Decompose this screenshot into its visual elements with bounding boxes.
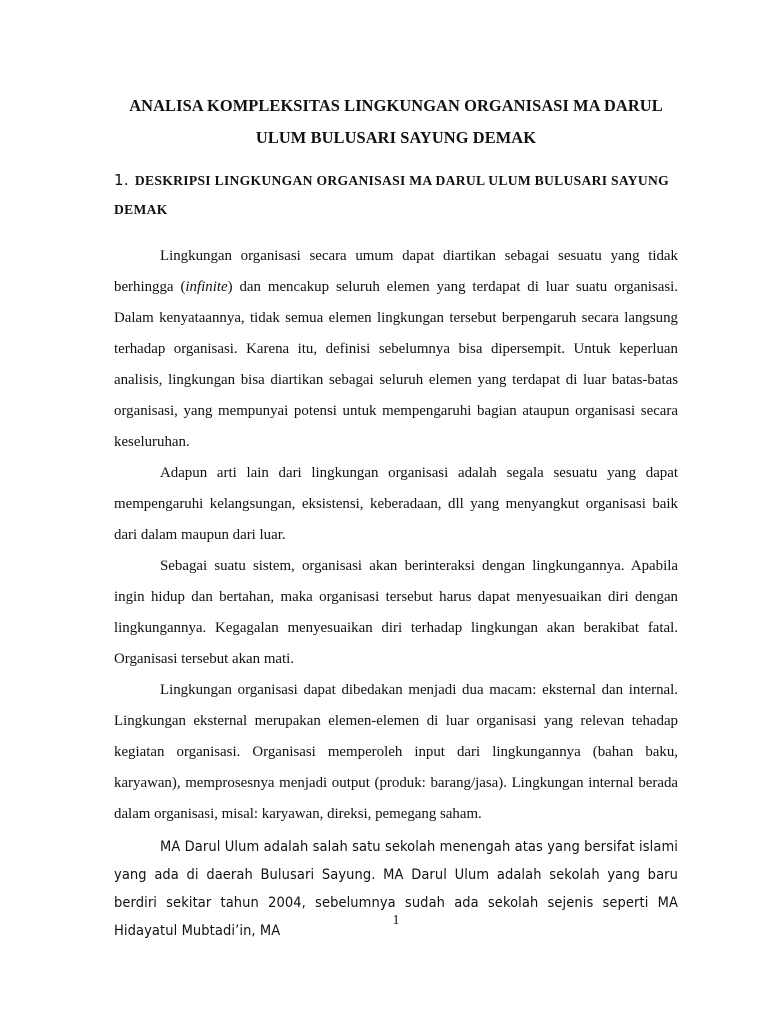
paragraph-1-text-end: ) dan mencakup seluruh elemen yang terdapat di luar suatu organisasi. Dalam kenyataannya, tidak semua elemen lingkungan tersebut berpengaruh secara langsung terhadap organisasi. Karena itu, definisi sebelumnya bisa dipersempit. Untuk keperluan analisis, lingkungan bisa diartikan sebagai seluruh elemen yang terdapat di luar batas-batas organisasi, yang mempunyai potensi untuk mempengaruhi bagian ataupun organisasi secara keseluruhan. bbox=[114, 279, 678, 450]
section-number: 1. bbox=[114, 171, 129, 189]
paragraph-5: MA Darul Ulum adalah salah satu sekolah menengah atas yang bersifat islami yang ada di daerah Bulusari Sayung. MA Darul Ulum adalah sekolah yang baru berdiri sekitar tahun 2004, sebelumnya sudah ada sekolah sejenis seperti MA Hidayatul Mubtadi’in, MA bbox=[114, 839, 678, 939]
paragraph-1 bbox=[114, 241, 678, 458]
paragraph-4: Lingkungan organisasi dapat dibedakan menjadi dua macam: eksternal dan internal. Lingkungan eksternal merupakan elemen-elemen di luar organisasi yang relevan tehadap kegiatan organisasi. Organisasi memperoleh input dari lingkungannya (bahan baku, karyawan), memprosesnya menjadi output (produk: barang/jasa). Lingkungan internal berada dalam organisasi, misal: karyawan, direksi, pemegang saham. bbox=[114, 682, 678, 822]
section-heading bbox=[114, 154, 678, 224]
paragraph-1-italic-term: infinite bbox=[185, 279, 228, 295]
paragraph-1-text-start: Lingkungan organisasi secara umum dapat diartikan sebagai sesuatu yang tidak berhingga ( bbox=[114, 248, 678, 295]
body-text bbox=[114, 241, 678, 945]
section-heading-text: DESKRIPSI LINGKUNGAN ORGANISASI MA DARUL ULUM BULUSARI SAYUNG DEMAK bbox=[114, 173, 669, 217]
document-title: ANALISA KOMPLEKSITAS LINGKUNGAN ORGANISASI MA DARUL ULUM BULUSARI SAYUNG DEMAK bbox=[129, 96, 663, 147]
page-number: 1 bbox=[392, 913, 400, 928]
document-page bbox=[114, 0, 678, 1024]
paragraph-3: Sebagai suatu sistem, organisasi akan berinteraksi dengan lingkungannya. Apabila ingin hidup dan bertahan, maka organisasi tersebut harus dapat menyesuaikan diri dengan lingkungannya. Kegagalan menyesuaikan diri terhadap lingkungan akan berakibat fatal. Organisasi tersebut akan mati. bbox=[114, 558, 678, 667]
paragraph-2: Adapun arti lain dari lingkungan organisasi adalah segala sesuatu yang dapat mempengaruhi kelangsungan, eksistensi, keberadaan, dll yang menyangkut organisasi baik dari dalam maupun dari luar. bbox=[114, 465, 678, 543]
